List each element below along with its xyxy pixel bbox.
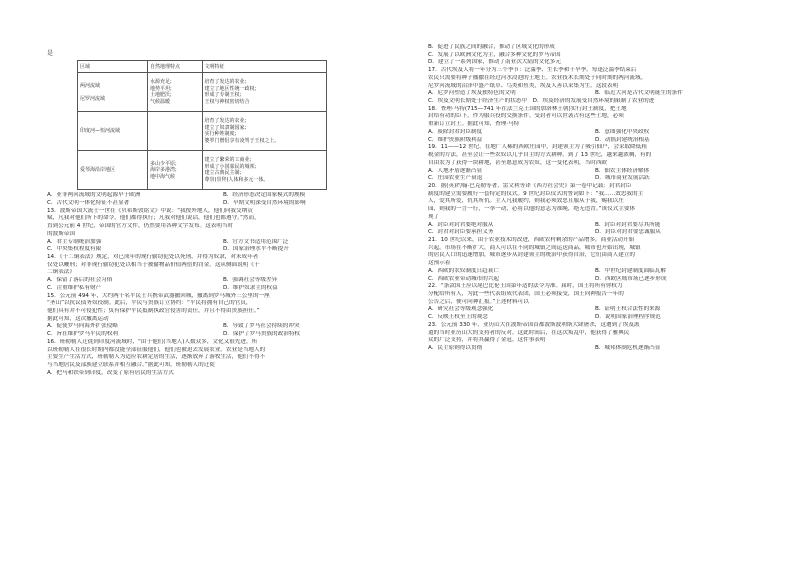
answer-options-row <box>428 268 762 276</box>
text-line: A．把马和铁带到印度，改变了原有居民的生活方式 <box>47 369 174 376</box>
civ-item: 形成了专制王权; <box>204 92 242 99</box>
answer-option: B．意图强化中央政权 <box>595 128 650 135</box>
text-line: 直到公元前 4 世纪，帝国的官方文件，仍然要用各种文字发布。这表明当时 <box>47 223 234 230</box>
answer-options-row <box>428 345 762 353</box>
answer-option: A．人地矛盾逐渐凸显 <box>428 167 483 174</box>
text-line: 18．查理·马特(715—741 年在法兰克王国的加洛林王朝)实行封土制度，把土地 <box>428 105 627 112</box>
text-line: B．促进了民族之间的融合，推动了区域文化的形成 <box>428 44 555 50</box>
text-line: 13．波斯帝国大流士一世在《贝希斯敦铭文》中说：“我按外地人，他们向我交纳贡 <box>47 207 253 214</box>
text-line: 赋，凡我对他们所下的命令，他们都得执行；凡我对他们说话，他们也都遵守。”然而， <box>47 215 260 222</box>
answer-option: C．注重维护私有财产 <box>47 284 102 291</box>
table-row <box>78 151 327 190</box>
nature-cell <box>148 151 202 190</box>
answer-option: C．西欧农业带动城市的兴起 <box>428 275 500 282</box>
answer-option: B．佃农主体经济解体 <box>595 167 650 174</box>
text-line: 分配给所有人，为此一些代表组成代表团，国王必须接受，国王向神报告一年的 <box>428 291 624 297</box>
text-line: 人，爱其所爱，仇其所仇。主人凡我履约，则我必须效忠且服从于我，赐我以庄 <box>428 198 624 205</box>
text-line: 16．班勒勒人迁徙到印度河流域时，“由于他们(当地人)人数众多，文化又很先进，所 <box>47 338 258 345</box>
answer-options-row <box>47 277 399 285</box>
nature-item: 水源充足; <box>150 79 172 86</box>
text-line: D．建立了一系列国家，推动了南亚次大陆的文化多元 <box>428 59 561 66</box>
text-line: C．发展了以欧洲文化为主，融合多种文化的罗马帝国 <box>428 51 561 58</box>
text-line: 制度的建立需要履行一套特定的仪式。9 世纪封臣仪式的誓词如下：“我……效忠我的主 <box>428 190 644 197</box>
text-line: 现了 <box>428 213 440 220</box>
text-line: 以班勒勒人在很长时期内都没能全部征服他们，他们也被迫去发展农业。农业是当地人的 <box>47 346 266 353</box>
table-header-cell: 文明特征 <box>202 61 327 73</box>
left-column <box>47 50 399 378</box>
civ-item: 形成了小国寡民的城邦; <box>204 163 257 170</box>
text-line: 14．《十二铜表法》规定，对已成年的现行偷窃犯处以死刑，并得为奴隶，对未成年者 <box>47 254 259 261</box>
answer-option: C．古代文明一体化特征不甚显著 <box>47 199 130 206</box>
question-stub: 是 <box>47 50 54 57</box>
civ-item: 婆罗门僧侣享有凌驾于王权之上。 <box>204 137 280 144</box>
text-line: “圣山”以抗议债务奴役制。此后，平民与贵族订立协约：“平民将拥有自己的官员， <box>47 300 252 307</box>
table-header-cell: 区域 <box>78 61 148 73</box>
region-name: 尼罗河流域 <box>80 95 106 102</box>
answer-option: A．君主专制统治加强 <box>47 238 102 245</box>
answer-option: D．西欧区域市场已逐步形成 <box>595 275 667 282</box>
answer-options-row <box>47 246 399 254</box>
civilization-cell <box>202 112 327 151</box>
answer-option: B．强调社会等级差异 <box>223 277 278 284</box>
answer-option: B．官方文书适用范围广泛 <box>223 238 289 245</box>
text-line: 仅处以鞭刑；对非现行偷窃犯处以相当于被偷物品价值两倍的罚金。这从侧面说明《十 <box>47 261 260 268</box>
nature-item: 海岸多港湾; <box>150 167 177 174</box>
text-line: 尼罗河流域的沼泽中盛产纸草、鸟类和鱼类，埃及人善以采集为生。这段表明 <box>428 82 619 89</box>
civ-item: 建立了繁荣的工商业; <box>204 157 252 164</box>
nature-item: 多山少平原; <box>150 160 177 167</box>
civ-item: 建立了奴隶制国家; <box>204 124 247 131</box>
text-line: 重新订立封土。据此可知，查理·马特 <box>428 121 520 128</box>
civ-item: 培育了发达的农业; <box>204 118 247 125</box>
text-line: 的居民人口的迅速增加，城市逐步从封建领主的统治中获得自治，它们由商人建立的 <box>428 252 635 259</box>
text-line: 众的广泛支持，并将其赢得了金冠。这件事表明 <box>428 337 546 344</box>
text-line: 据此可知，这次撤离运动 <box>47 315 109 322</box>
answer-option: B．导致了罗马社会持续的冲突 <box>223 323 300 330</box>
answer-option: C．反映王权至上的观念 <box>428 314 488 321</box>
civ-item: 建立古典民主制; <box>204 170 242 177</box>
text-line: 二铜表法》 <box>47 269 75 276</box>
right-question-text <box>428 44 762 353</box>
answer-option: A．西欧的农奴制度日趋衰亡 <box>428 267 499 274</box>
answer-option: D．维护奴隶主的权益 <box>223 284 278 291</box>
text-line: 20．据(英)约翰·巴克勒等著，雷文利等译《西方社会史》第一卷中记载：封君封臣 <box>428 182 632 189</box>
right-column <box>428 44 762 353</box>
answer-option: D．城市商业发展活跃 <box>595 175 650 182</box>
text-line: 15．公元前 494 年，大约两千名平民士兵携带武器撤回城，撤离到罗马城外三公里的一座 <box>47 292 270 299</box>
answer-option: B．证明王权合法性的来源 <box>595 306 661 313</box>
table-row <box>78 73 327 112</box>
answer-option: D．早期文明深受自然环境的影响 <box>223 199 306 206</box>
answer-option: D．国家治理水平不断提升 <box>223 246 289 253</box>
civilization-table <box>77 60 327 190</box>
text-line: 农民只需要将种子播撒在经过河水浸泡的土地上。农业技术长期处于同时期的两河流域。 <box>428 74 647 81</box>
answer-option: A．促使罗马向海外扩张侵略 <box>47 323 118 330</box>
civ-item: 实行种姓制度; <box>204 131 237 138</box>
answer-options-row <box>428 276 762 284</box>
nature-item: 土地肥沃; <box>150 92 172 99</box>
nature-item: 气候温暖 <box>150 98 171 105</box>
nature-item: 地势平坦; <box>150 85 172 92</box>
civ-item: 王权与神权密切结合 <box>204 98 250 105</box>
answer-options-row <box>428 306 762 314</box>
answer-options-row <box>47 200 399 208</box>
answer-option: A．民主原则得以贯彻 <box>428 345 483 352</box>
civilization-cell <box>202 73 327 112</box>
civ-item: 建立了地区性统一政权; <box>204 85 257 92</box>
region-cell: 印度河—恒河流域 <box>78 112 148 151</box>
answer-option: A．尼罗河塑造了埃及独特色的文明 <box>428 90 516 97</box>
answer-option: D．封臣对封君要忠诚服从 <box>595 229 661 236</box>
answer-options-row <box>428 90 762 98</box>
answer-option: C．维护贵族阶级利益 <box>428 136 483 143</box>
table-header-cell: 自然地理特点 <box>148 61 202 73</box>
answer-option: A．研究社会等级观念强化 <box>428 306 494 313</box>
answer-options-row <box>428 168 762 176</box>
text-line: 主要生产生活方式，班勒勒人为适应农耕定居的生活，逐渐放弃了游牧生活，他们不得不 <box>47 354 266 361</box>
answer-options-row <box>428 314 762 322</box>
text-line: 兴起。市场在不断扩大，商人可以在不同的城镇之间运送商品，城市也开始出现，城镇 <box>428 244 641 251</box>
answer-option: C．旨在维护罗马平民的权利 <box>47 331 119 338</box>
nature-item: 地中海气候 <box>150 173 176 180</box>
civ-item: 尊崇(崇拜)人体和多元一体。 <box>204 176 269 183</box>
text-line: 的波斯帝国 <box>47 230 75 237</box>
text-line: 23．公元前 330 年，亚历山大在波斯帝国首都波斯波利斯大肆屠杀，这遭到了埃及派 <box>428 321 640 328</box>
nature-cell <box>148 112 202 151</box>
text-line: 21．10 世纪以来，由于农业技术的改进，西欧农村剩余的产品增多，商业活动开始 <box>428 236 635 243</box>
answer-options-row <box>47 331 399 339</box>
answer-option: D．保护了罗马贵族的政治特权 <box>223 331 301 338</box>
answer-options-row <box>428 137 762 145</box>
text-line: 公告之后，便可向神汇报。”上述材料可以 <box>428 298 529 305</box>
nature-cell <box>148 73 202 112</box>
answer-option: B．城邦体制危机逐渐凸显 <box>595 345 661 352</box>
answer-option: B．中世纪封建制度面临瓦解 <box>595 267 666 274</box>
answer-options-row <box>47 192 399 200</box>
answer-option: A．亚非两河流域的文明起源早于欧洲 <box>47 192 141 199</box>
text-line: 这预示着 <box>428 260 451 267</box>
text-line: 22．“条款国王应以尾巴比伦王国第年适的法令为准。届时，国王将所有你权力 <box>428 283 623 290</box>
civ-item: 培育了发达的农业; <box>204 79 247 86</box>
answer-option: B．经济形态决定国家模式的规模 <box>223 192 306 199</box>
region-cell <box>78 73 148 112</box>
answer-option: B．临近大河是古代文明诞生的条件 <box>595 90 683 97</box>
text-line: 与当地居民及部族建立联系并相互融合。”据此可知，班勒勒人的迁徙 <box>47 362 215 369</box>
table-header-row <box>78 61 327 73</box>
text-line: 他们具有并不可侵犯性；负有保护平民抵制执政官侵害的责任，并且不得由贵族担任。” <box>47 308 260 315</box>
answer-options-row <box>47 285 399 293</box>
answer-option: C．中央集权程度有限 <box>47 246 102 253</box>
answer-option: A．废除封君封臣制度 <box>428 128 483 135</box>
answer-option: A．保留了落后的社会习俗 <box>47 277 113 284</box>
text-line: 遣的当时亚历山大的支持者的反对。这此时间后，在这次叛乱中，他获得了雅典民 <box>428 329 630 336</box>
region-cell: 爱琴海沿岸地区 <box>78 151 148 190</box>
answer-option: D．说明国家治理程序规范 <box>595 314 661 321</box>
table-row <box>78 112 327 151</box>
answer-option: B．封臣对封君要尽其所能 <box>595 221 661 228</box>
answer-options-row <box>428 222 762 230</box>
text-line: C．埃及文明长期处于经济生产的状态中 D．埃及经济的发展受自然环境的限制了农业的进 <box>428 98 655 105</box>
text-line: 税金的方法，甚至会让一些农奴以几乎自主的方式耕种。到了 13 世纪，越来越浓稠，有的 <box>428 152 652 159</box>
text-line: 园，则我的一言一行，一举一动，必将以他的意志为准绳，绝无违背。”该仪式主要体 <box>428 206 636 213</box>
answer-options-row <box>428 229 762 237</box>
answer-options-row <box>428 129 762 137</box>
text-line: 自由农为了获得一块耕地，甚至愿意成为农奴。这一变化表明，当时西欧 <box>428 159 608 166</box>
answer-option: C．庄园农业生产衰退 <box>428 175 483 182</box>
text-line: 17．古代埃及人将一年分为三个季节：泛滥季、生长季和干旱季。每逢泛滥季结束后 <box>428 67 637 74</box>
civilization-cell <box>202 151 327 190</box>
answer-option: C．封君对封臣要承担义务 <box>428 229 494 236</box>
answer-options-row <box>47 323 399 331</box>
answer-option: D．动摇封建统治根基 <box>595 136 650 143</box>
text-line: 封给有功的臣下，作为服兵役的交换条件。受封者可以世袭占有这些土地，必须 <box>428 113 624 120</box>
text-line: 19．11——12 世纪，在地广人稀的西欧庄园中，封建领主为了吸引佃户，会采取降低租 <box>428 144 647 151</box>
region-name: 两河流域 <box>80 82 101 89</box>
left-question-text <box>47 192 399 377</box>
answer-options-row <box>428 175 762 183</box>
answer-option: A．封臣对封君要绝对服从 <box>428 221 494 228</box>
answer-options-row <box>47 239 399 247</box>
